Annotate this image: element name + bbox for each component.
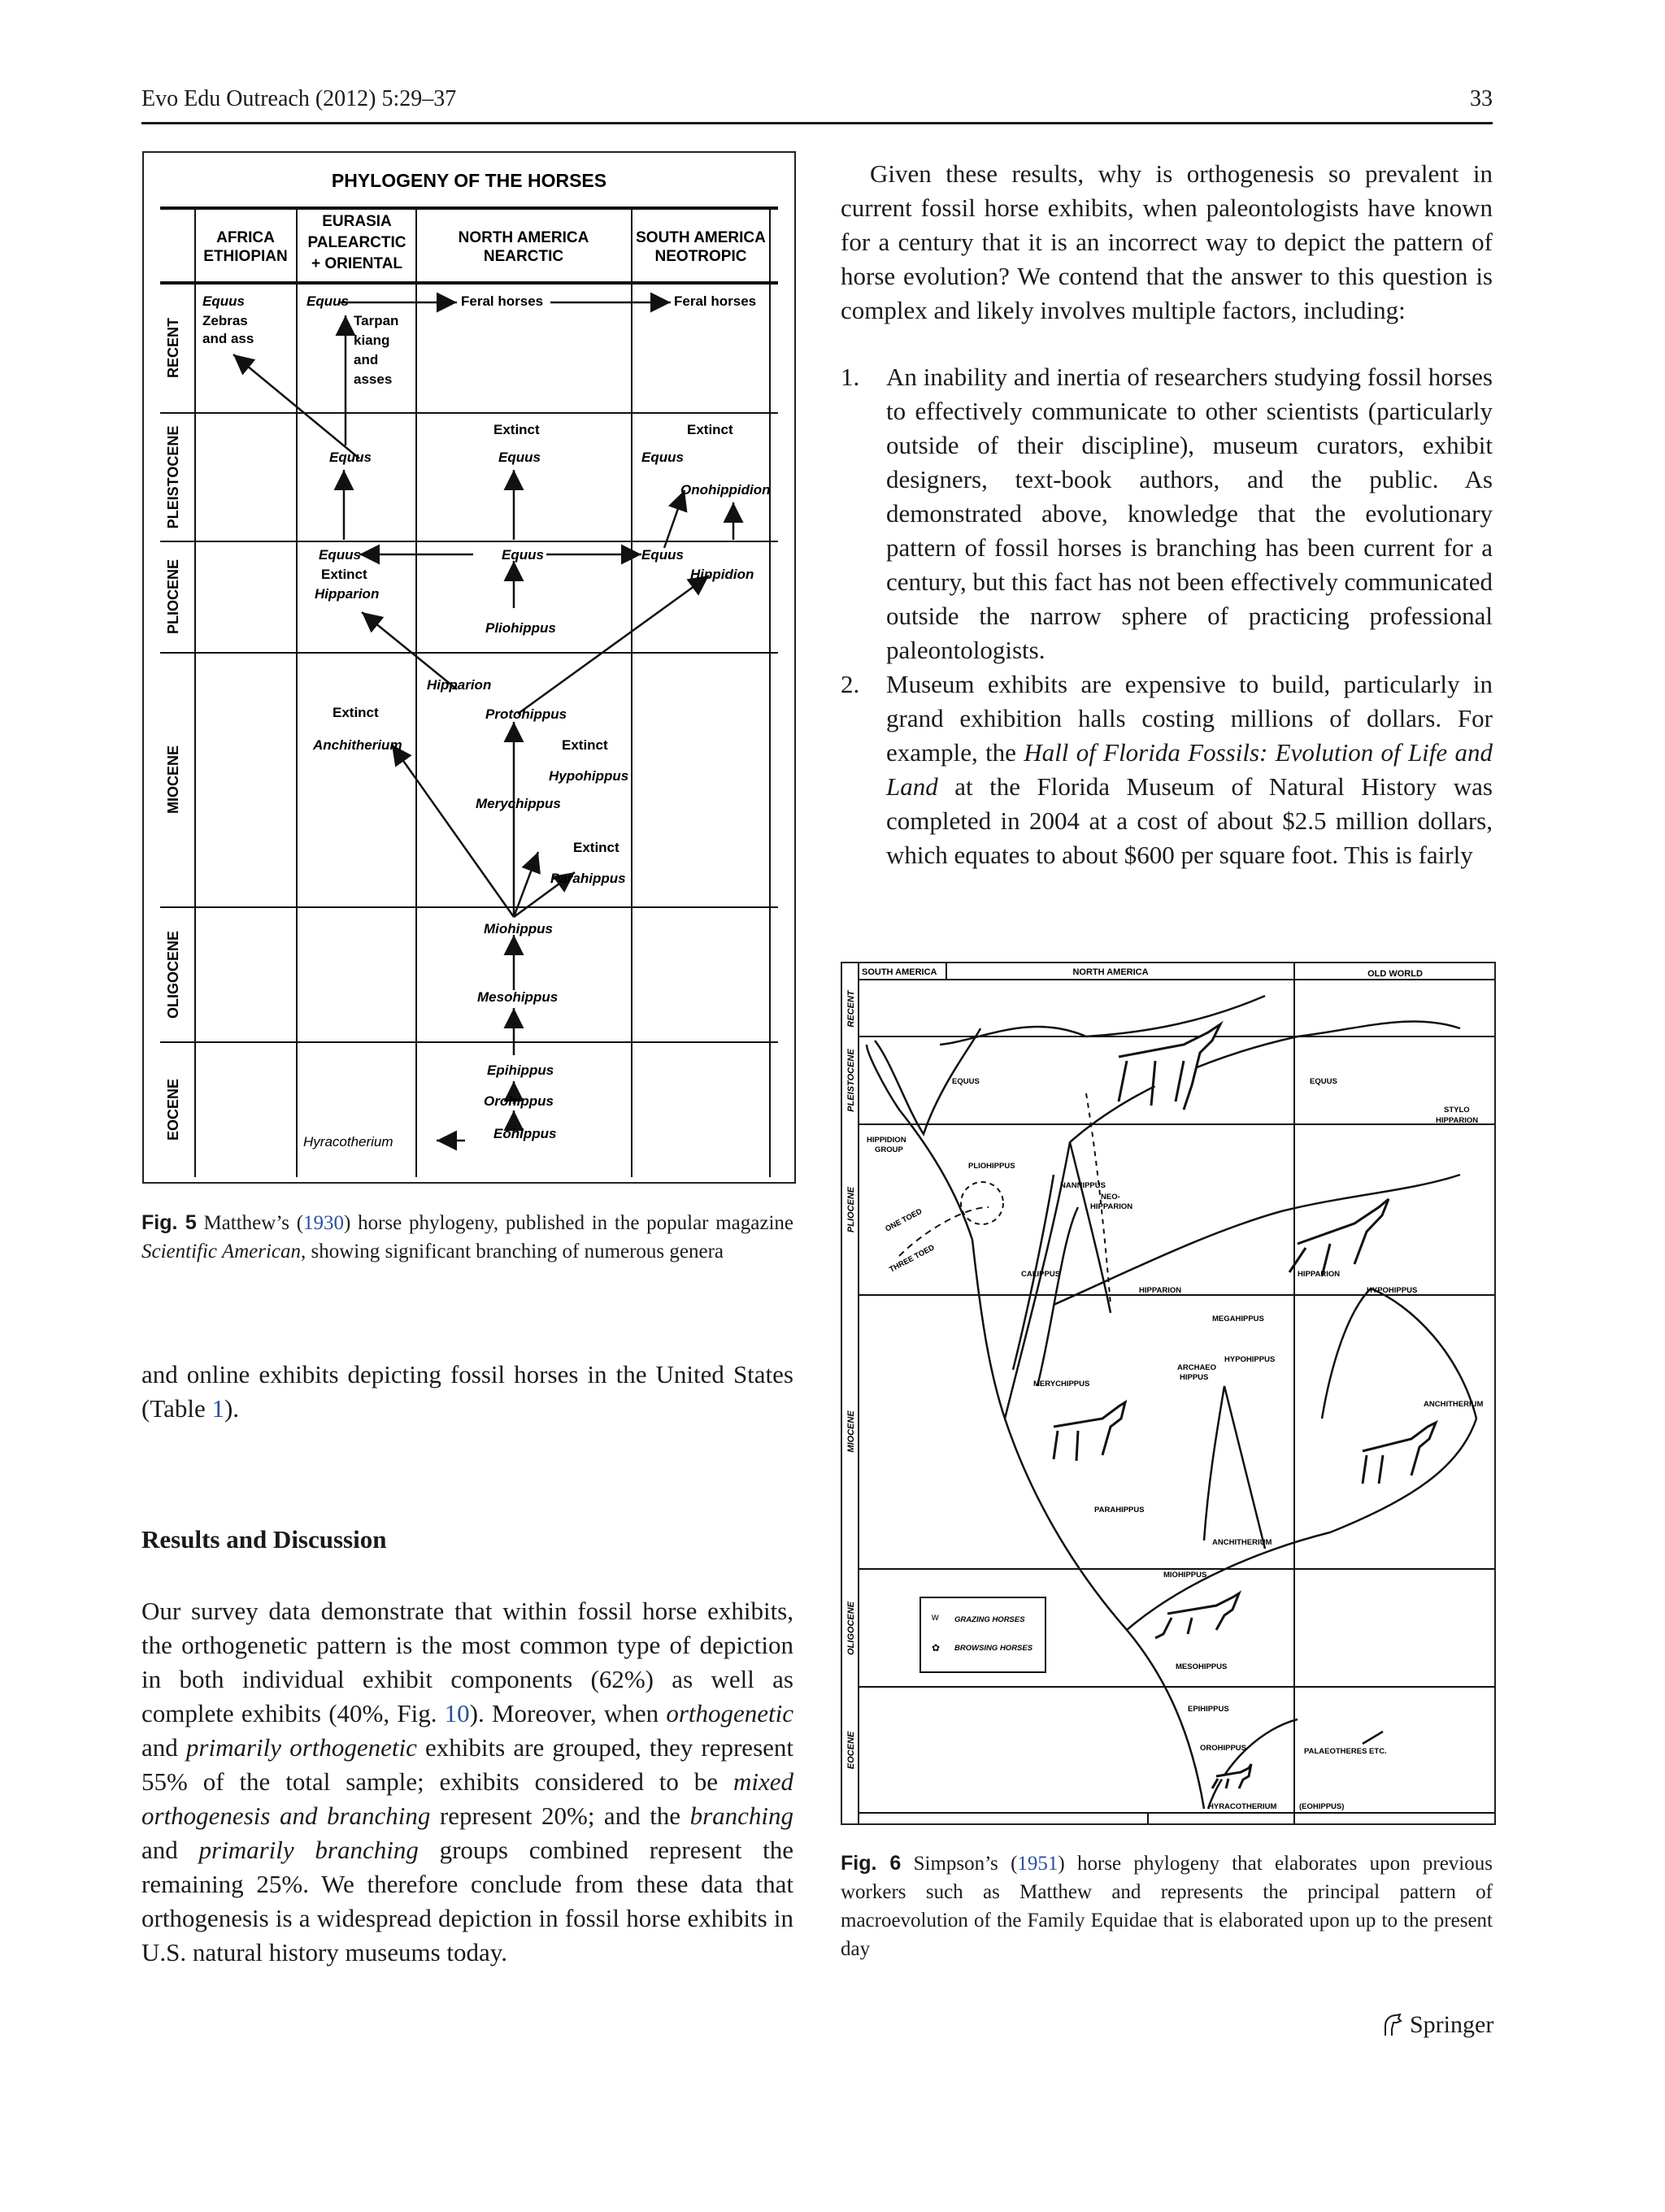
f6-epoch-pleistocene: PLEISTOCENE	[846, 1049, 856, 1112]
f6-hypohippus-na: HYPOHIPPUS	[1224, 1355, 1276, 1364]
f6-epoch-oligocene: OLIGOCENE	[846, 1601, 856, 1656]
f6-epoch-pliocene: PLIOCENE	[846, 1186, 856, 1233]
f6-calippus: CALIPPUS	[1021, 1270, 1061, 1279]
springer-horse-icon	[1380, 2013, 1403, 2037]
epoch-oligocene: OLIGOCENE	[165, 930, 181, 1019]
f6-neo: NEO-	[1101, 1193, 1120, 1202]
f5-anchitherium: Anchitherium	[313, 737, 402, 753]
f6-region-na: NORTH AMERICA	[1072, 967, 1149, 977]
f6-miohippus: MIOHIPPUS	[1163, 1571, 1207, 1580]
f5-pliohippus: Pliohippus	[485, 620, 556, 636]
f5-hipparion-eu: Hipparion	[315, 586, 380, 602]
f5-and-ass: and ass	[202, 331, 254, 346]
f6-equus-ow: EQUUS	[1310, 1077, 1337, 1086]
f6-region-ow: OLD WORLD	[1367, 969, 1423, 979]
f5-equus-na-pleist: Equus	[498, 450, 541, 465]
region-africa: AFRICA	[216, 229, 275, 246]
f5-hypohippus: Hypohippus	[549, 768, 629, 784]
epoch-pleistocene: PLEISTOCENE	[165, 425, 181, 529]
table-1-link[interactable]: 1	[211, 1394, 224, 1423]
f5-extinct-hy: Extinct	[562, 737, 608, 753]
f6-onetoed: ONE TOED	[884, 1206, 924, 1234]
f6-hippidion: HIPPIDION	[867, 1136, 906, 1145]
f6-hipparion-ow: HIPPARION	[1298, 1270, 1341, 1279]
f6-pliohippus: PLIOHIPPUS	[968, 1162, 1015, 1171]
f6-legend-box	[920, 1597, 1046, 1672]
section-heading: Results and Discussion	[141, 1525, 387, 1554]
f5-equus-eurasia: Equus	[306, 293, 349, 309]
citation-link-1951[interactable]: 1951	[1017, 1853, 1059, 1875]
f6-neohipparion: HIPPARION	[1090, 1202, 1133, 1211]
f5-orohippus: Orohippus	[484, 1093, 554, 1109]
figure-5-caption: Fig. 5 Matthew’s (1930) horse phylogeny, published in the popular magazine Scientific American, showing significant branching of numerous genera	[141, 1211, 793, 1262]
continuation-paragraph: and online exhibits depicting fossil horses in the United States (Table 1).	[141, 1360, 793, 1423]
f5-kiang: kiang	[354, 332, 390, 348]
f5-epihippus: Epihippus	[487, 1063, 554, 1078]
f6-epoch-miocene: MIOCENE	[846, 1410, 856, 1453]
f6-archaeo: ARCHAEO	[1177, 1363, 1217, 1372]
region-south-america-sub: NEOTROPIC	[654, 248, 747, 265]
list-item: 2. Museum exhibits are expensive to build, particularly in grand exhibition halls costing millions of dollars. For example, the Hall of Florida Fossils: Evolution of Life and Land at the Florida Museum of Natural History was completed in 2004 at a cost of about $2.5 million dollars, which equates to about $600 per square foot. This is fairly	[841, 670, 1493, 869]
f6-archaeohippus: HIPPUS	[1180, 1373, 1209, 1382]
f5-hippidion: Hippidion	[690, 567, 754, 582]
f5-and: and	[354, 352, 379, 367]
region-north-america-sub: NEARCTIC	[483, 248, 564, 265]
f5-onohippidion: Onohippidion	[680, 482, 771, 498]
f5-equus-eu-plio: Equus	[319, 547, 361, 563]
header-rule	[141, 122, 1493, 124]
fig-10-link[interactable]: 10	[444, 1699, 470, 1727]
f5-equus-eu-pleist: Equus	[329, 450, 372, 465]
f6-eohippus: (EOHIPPUS)	[1299, 1802, 1345, 1811]
figure-6-phylogeny	[841, 962, 1496, 1825]
region-eurasia-sub2: + ORIENTAL	[311, 255, 403, 272]
f5-extinct-eu: Extinct	[321, 567, 367, 582]
region-eurasia: EURASIA	[322, 213, 392, 230]
f6-megahippus: MEGAHIPPUS	[1212, 1315, 1264, 1323]
f6-orohippus: OROHIPPUS	[1200, 1744, 1247, 1753]
f5-extinct-an: Extinct	[333, 705, 379, 720]
publisher-logo: Springer	[1380, 2011, 1493, 2039]
f5-mesohippus: Mesohippus	[477, 989, 559, 1005]
f6-region-sa: SOUTH AMERICA	[862, 967, 937, 977]
epoch-pliocene: PLIOCENE	[165, 558, 181, 635]
figure-6-svg	[842, 963, 1494, 1823]
epoch-eocene: EOCENE	[165, 1078, 181, 1141]
running-header: Evo Edu Outreach (2012) 5:29–37	[141, 86, 457, 111]
f5-parahippus: Parahippus	[550, 871, 626, 886]
factor-list	[841, 360, 1493, 872]
f6-equus-na: EQUUS	[952, 1077, 980, 1086]
f5-tarpan: Tarpan	[354, 313, 399, 328]
f6-stylo: STYLO	[1444, 1106, 1470, 1115]
epoch-miocene: MIOCENE	[165, 745, 181, 815]
list-item: 1. An inability and inertia of researchers studying fossil horses to effectively communicate to other scientists (particularly outside of their discipline), museum curators, exhibit designers, text-book authors, and the public. As demonstrated above, knowledge that the evolutionary pattern of fossil horses is branching has been current for a century, but this fact has not been effectively communicated outside the narrow sphere of practicing professional paleontologists.	[841, 363, 1493, 664]
fig5-title: PHYLOGENY OF THE HORSES	[331, 170, 607, 191]
f6-epoch-recent: RECENT	[846, 990, 856, 1028]
f6-anchitherium-na: ANCHITHERIUM	[1212, 1538, 1272, 1547]
page-number: 33	[1470, 86, 1493, 111]
f5-extinct-na: Extinct	[493, 422, 540, 437]
f6-parahippus: PARAHIPPUS	[1094, 1506, 1145, 1515]
region-south-america: SOUTH AMERICA	[636, 229, 766, 246]
f5-extinct-sa: Extinct	[687, 422, 733, 437]
f5-feral-na: Feral horses	[461, 293, 544, 309]
f5-hyracotherium: Hyracotherium	[303, 1134, 393, 1149]
f6-hyracotherium: HYRACOTHERIUM	[1208, 1802, 1277, 1811]
f6-anchitherium-ow: ANCHITHERIUM	[1424, 1400, 1484, 1409]
f5-extinct-pa: Extinct	[573, 840, 619, 855]
f5-miohippus: Miohippus	[484, 921, 553, 937]
f6-nannippus: NANNIPPUS	[1060, 1181, 1106, 1190]
f6-threetoed: THREE TOED	[888, 1243, 937, 1275]
f5-merychippus: Merychippus	[476, 796, 561, 811]
citation-link-1930[interactable]: 1930	[303, 1212, 345, 1234]
f6-palaeotheres: PALAEOTHERES ETC.	[1304, 1747, 1387, 1756]
f6-hypohippus-ow: HYPOHIPPUS	[1367, 1286, 1418, 1295]
region-africa-sub: ETHIOPIAN	[203, 248, 288, 265]
f6-epoch-eocene: EOCENE	[846, 1731, 856, 1770]
f6-legend-browsing: BROWSING HORSES	[954, 1644, 1033, 1653]
f5-equus-na-plio: Equus	[502, 547, 544, 563]
f6-epihippus: EPIHIPPUS	[1188, 1705, 1229, 1714]
figure-5-svg	[144, 153, 794, 1182]
f6-mesohippus: MESOHIPPUS	[1176, 1662, 1228, 1671]
f5-asses: asses	[354, 372, 393, 387]
f6-stylo-hipparion: HIPPARION	[1436, 1116, 1479, 1125]
figure-5-phylogeny	[142, 151, 796, 1184]
f5-equus-sa-plio: Equus	[641, 547, 684, 563]
f5-zebras: Zebras	[202, 313, 248, 328]
f5-eohippus: Eohippus	[493, 1126, 557, 1141]
region-eurasia-sub: PALEARCTIC	[307, 234, 406, 251]
f6-hipparion-na: HIPPARION	[1139, 1286, 1182, 1295]
f5-equus-sa-pleist: Equus	[641, 450, 684, 465]
epoch-recent: RECENT	[165, 317, 181, 379]
f6-legend-grazing: GRAZING HORSES	[954, 1615, 1025, 1624]
intro-paragraph: Given these results, why is orthogenesis so prevalent in current fossil horse exhibits, when paleontologists have known for a century that it is an incorrect way to depict the pattern of horse evolution? We contend that the answer to this question is complex and likely involves multiple factors, including:	[841, 159, 1493, 324]
f6-merychippus: MERYCHIPPUS	[1033, 1380, 1090, 1388]
results-paragraph: Our survey data demonstrate that within fossil horse exhibits, the orthogenetic pattern is the most common type of depiction in both individual exhibit components (62%) as well as complete exhibits (40%, Fig. 10). Moreover, when orthogenetic and primarily orthogenetic exhibits are grouped, they represent 55% of the total sample; exhibits considered to be mixed orthogenesis and branching represent 20%; and the branching and primarily branching groups combined represent the remaining 25%. We therefore conclude from these data that orthogenesis is a widespread depiction in fossil horse exhibits in U.S. natural history museums today.	[141, 1597, 794, 1966]
f5-feral-sa: Feral horses	[674, 293, 757, 309]
region-north-america: NORTH AMERICA	[458, 229, 589, 246]
f6-hippidion-group: GROUP	[875, 1145, 903, 1154]
f5-equus-africa: Equus	[202, 293, 245, 309]
f5-hipparion-na: Hipparion	[427, 677, 492, 693]
leaf-icon: ✿	[932, 1642, 941, 1654]
f5-protohippus: Protohippus	[485, 706, 567, 722]
figure-6-caption: Fig. 6 Simpson’s (1951) horse phylogeny that elaborates upon previous workers such as Matthew and represents the principal pattern of macroevolution of the Family Equidae that is elaborated upon up to the present day	[841, 1852, 1493, 1960]
grass-icon: ᴡ	[932, 1611, 939, 1623]
